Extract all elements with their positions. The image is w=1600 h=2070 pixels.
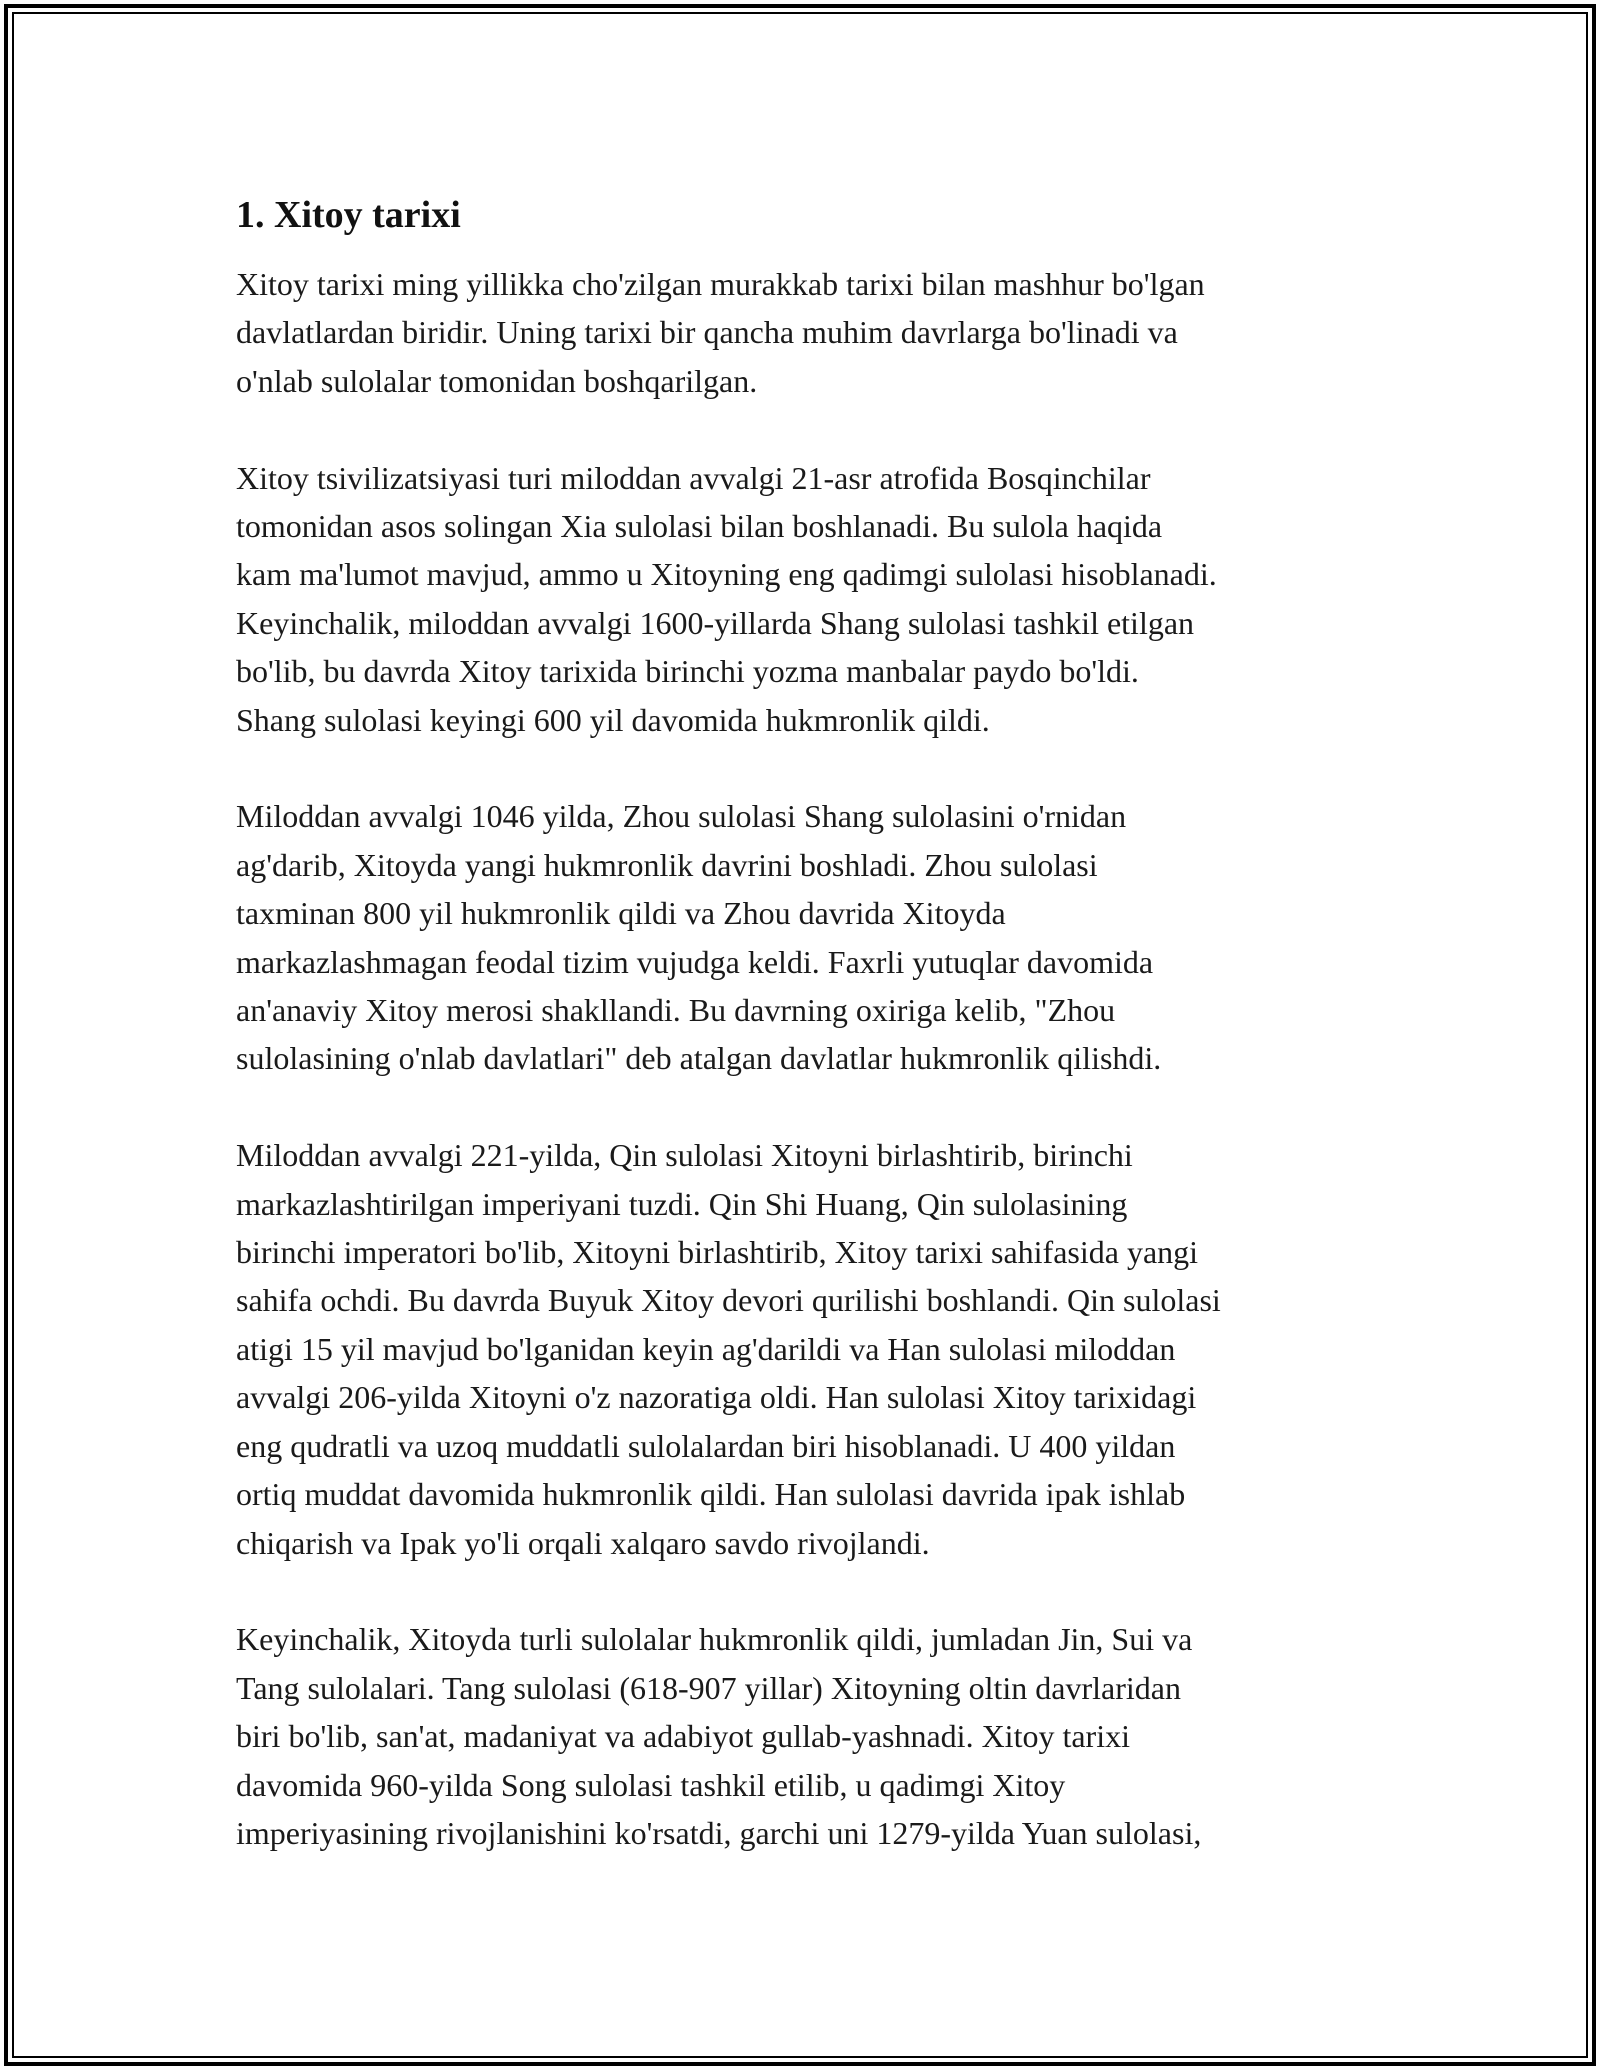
paragraph-line: imperiyasining rivojlanishini ko'rsatdi, garchi uni 1279-yilda Yuan sulolasi, [236,1814,1202,1851]
paragraph-line: biri bo'lib, san'at, madaniyat va adabiyot gullab-yashnadi. Xitoy tarixi [236,1718,1130,1755]
paragraph-line: Xitoy tarixi ming yillikka cho'zilgan murakkab tarixi bilan mashhur bo'lgan [236,266,1205,302]
paragraph-line: avvalgi 206-yilda Xitoyni o'z nazoratiga oldi. Han sulolasi Xitoy tarixidagi [236,1379,1197,1416]
paragraph [236,792,1376,1082]
paragraph-line: Keyinchalik, miloddan avvalgi 1600-yillarda Shang sulolasi tashkil etilgan [236,604,1195,641]
paragraph [236,1131,1376,1567]
paragraph [236,454,1376,744]
paragraph-line: kam ma'lumot mavjud, ammo u Xitoyning eng qadimgi sulolasi hisoblanadi. [236,556,1217,593]
paragraph-list [236,260,1376,1857]
paragraph-line: davlatlardan biridir. Uning tarixi bir qancha muhim davrlarga bo'linadi va [236,314,1178,351]
paragraph-line: taxminan 800 yil hukmronlik qildi va Zhou davrida Xitoyda [236,895,1006,932]
paragraph-line: o'nlab sulolalar tomonidan boshqarilgan. [236,362,758,399]
paragraph-line: an'anaviy Xitoy merosi shakllandi. Bu davrning oxiriga kelib, "Zhou [236,992,1116,1029]
paragraph-line: Keyinchalik, Xitoyda turli sulolalar hukmronlik qildi, jumladan Jin, Sui va [236,1621,1193,1658]
paragraph-line: chiqarish va Ipak yo'li orqali xalqaro savdo rivojlandi. [236,1524,930,1561]
paragraph-line: eng qudratli va uzoq muddatli sulolalardan biri hisoblanadi. U 400 yildan [236,1427,1176,1464]
paragraph-line: Xitoy tsivilizatsiyasi turi miloddan avvalgi 21-asr atrofida Bosqinchilar [236,459,1151,496]
paragraph-line: sulolasining o'nlab davlatlari" deb atalgan davlatlar hukmronlik qilishdi. [236,1040,1162,1077]
paragraph-line: Shang sulolasi keyingi 600 yil davomida hukmronlik qildi. [236,701,990,738]
paragraph-line: ortiq muddat davomida hukmronlik qildi. Han sulolasi davrida ipak ishlab [236,1476,1186,1513]
paragraph-line: Miloddan avvalgi 1046 yilda, Zhou sulolasi Shang sulolasini o'rnidan [236,798,1127,835]
paragraph-line: tomonidan asos solingan Xia sulolasi bilan boshlanadi. Bu sulola haqida [236,508,1163,545]
document-body [236,190,1376,1906]
paragraph-line: markazlashtirilgan imperiyani tuzdi. Qin Shi Huang, Qin sulolasining [236,1185,1128,1222]
paragraph-line: markazlashmagan feodal tizim vujudga keldi. Faxrli yutuqlar davomida [236,943,1154,980]
paragraph-line: sahifa ochdi. Bu davrda Buyuk Xitoy devori qurilishi boshlandi. Qin sulolasi [236,1282,1221,1319]
paragraph-line: atigi 15 yil mavjud bo'lganidan keyin ag'darildi va Han sulolasi miloddan [236,1330,1176,1367]
paragraph-line: ag'darib, Xitoyda yangi hukmronlik davrini boshladi. Zhou sulolasi [236,846,1098,883]
paragraph-line: bo'lib, bu davrda Xitoy tarixida birinchi yozma manbalar paydo bo'ldi. [236,653,1139,690]
paragraph-line: Miloddan avvalgi 221-yilda, Qin sulolasi Xitoyni birlashtirib, birinchi [236,1137,1133,1174]
paragraph-line: birinchi imperatori bo'lib, Xitoyni birlashtirib, Xitoy tarixi sahifasida yangi [236,1234,1199,1271]
paragraph [236,1615,1376,1857]
paragraph-line: Tang sulolalari. Tang sulolasi (618-907 yillar) Xitoyning oltin davrlaridan [236,1669,1181,1706]
paragraph-line: davomida 960-yilda Song sulolasi tashkil etilib, u qadimgi Xitoy [236,1766,1066,1803]
paragraph [236,260,1376,405]
section-heading: 1. Xitoy tarixi [236,194,461,236]
